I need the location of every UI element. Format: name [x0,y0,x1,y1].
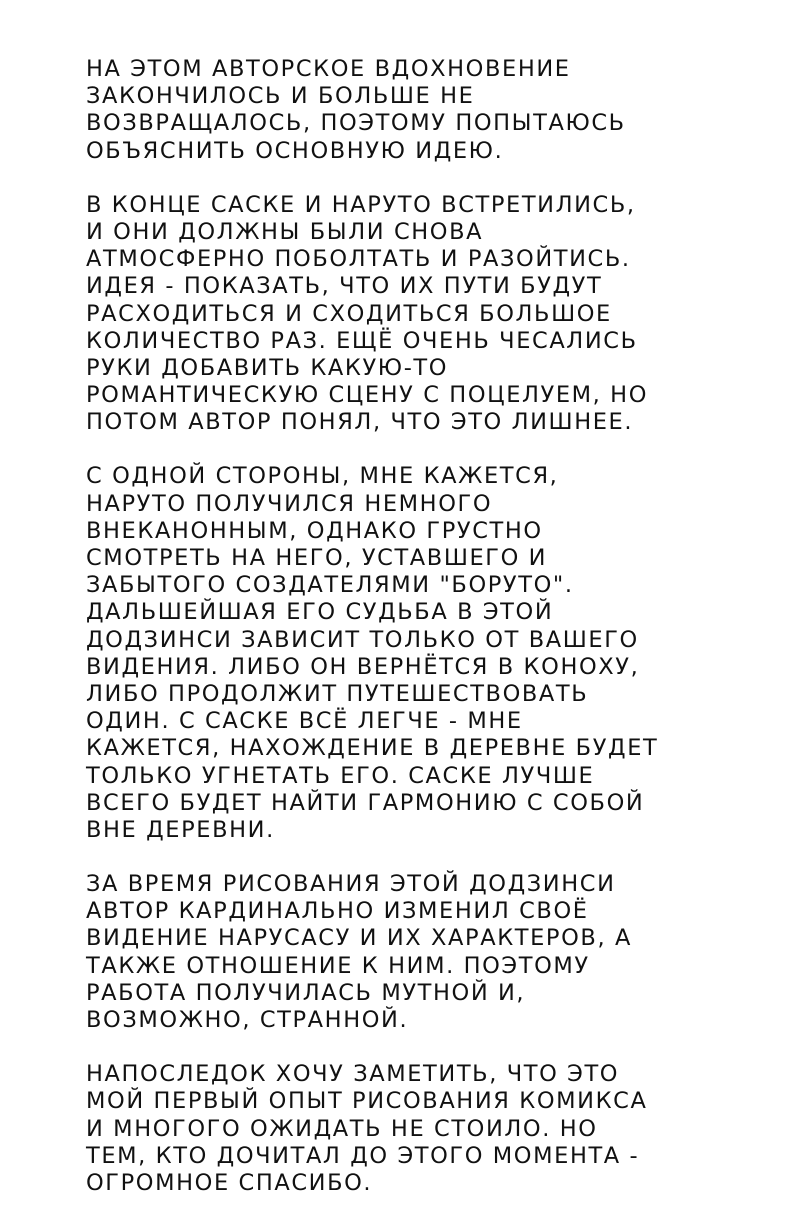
text-line: ДОДЗИНСИ ЗАВИСИТ ТОЛЬКО ОТ ВАШЕГО [86,626,639,653]
text-line: РОМАНТИЧЕСКУЮ СЦЕНУ С ПОЦЕЛУЕМ, НО [86,382,649,409]
text-line: ВОЗМОЖНО, СТРАННОЙ. [86,1007,409,1033]
text-line: АВТОР КАРДИНАЛЬНО ИЗМЕНИЛ СВОЁ [86,898,589,925]
text-line: ПОТОМ АВТОР ПОНЯЛ, ЧТО ЭТО ЛИШНЕЕ. [86,409,634,436]
text-line: ОГРОМНОЕ СПАСИБО. [86,1169,373,1196]
text-line: ВСЕГО БУДЕТ НАЙТИ ГАРМОНИЮ С СОБОЙ [86,789,645,816]
text-line: НА ЭТОМ АВТОРСКОЕ ВДОХНОВЕНИЕ [86,56,571,82]
text-line: ВНЕ ДЕРЕВНИ. [86,816,275,843]
text-line: И МНОГОГО ОЖИДАТЬ НЕ СТОИЛО. НО [86,1115,598,1142]
text-line: ЗА ВРЕМЯ РИСОВАНИЯ ЭТОЙ ДОДЗИНСИ [86,871,616,898]
text-line: НАПОСЛЕДОК ХОЧУ ЗАМЕТИТЬ, ЧТО ЭТО [86,1061,620,1088]
text-line: ВОЗВРАЩАЛОСЬ, ПОЭТОМУ ПОПЫТАЮСЬ [86,110,626,137]
text-line: ВИДЕНИЕ НАРУСАСУ И ИХ ХАРАКТЕРОВ, А [86,925,632,952]
text-line: РУКИ ДОБАВИТЬ КАКУЮ-ТО [86,354,449,381]
author-afterword-text [86,56,726,1224]
text-line: С ОДНОЙ СТОРОНЫ, МНЕ КАЖЕТСЯ, [86,463,559,490]
paragraph-1 [86,56,726,165]
text-line: ОДИН. С САСКЕ ВСЁ ЛЕГЧЕ - МНЕ [86,708,523,735]
text-line: ТЕМ, КТО ДОЧИТАЛ ДО ЭТОГО МОМЕНТА - [86,1142,640,1169]
paragraph-4 [86,871,726,1034]
text-line: ДАЛЬШЕЙШАЯ ЕГО СУДЬБА В ЭТОЙ [86,599,554,626]
text-line: ЗАБЫТОГО СОЗДАТЕЛЯМИ "БОРУТО". [86,572,574,599]
text-line: И ОНИ ДОЛЖНЫ БЫЛИ СНОВА [86,218,484,245]
text-line: РАБОТА ПОЛУЧИЛАСЬ МУТНОЙ И, [86,979,526,1006]
text-line: ОБЪЯСНИТЬ ОСНОВНУЮ ИДЕЮ. [86,137,504,164]
text-line: МОЙ ПЕРВЫЙ ОПЫТ РИСОВАНИЯ КОМИКСА [86,1088,648,1115]
text-line: СМОТРЕТЬ НА НЕГО, УСТАВШЕГО И [86,545,548,571]
text-line: РАСХОДИТЬСЯ И СХОДИТЬСЯ БОЛЬШОЕ [86,300,612,327]
paragraph-5 [86,1061,726,1197]
text-line: ИДЕЯ - ПОКАЗАТЬ, ЧТО ИХ ПУТИ БУДУТ [86,273,603,300]
text-line: КАЖЕТСЯ, НАХОЖДЕНИЕ В ДЕРЕВНЕ БУДЕТ [86,735,659,762]
text-line: ЛИБО ПРОДОЛЖИТ ПУТЕШЕСТВОВАТЬ [86,680,589,707]
text-line: НАРУТО ПОЛУЧИЛСЯ НЕМНОГО [86,490,493,517]
text-line: ЗАКОНЧИЛОСЬ И БОЛЬШЕ НЕ [86,83,475,110]
text-line: ТОЛЬКО УГНЕТАТЬ ЕГО. САСКЕ ЛУЧШЕ [86,762,595,789]
text-line: ТАКЖЕ ОТНОШЕНИЕ К НИМ. ПОЭТОМУ [86,952,590,979]
text-line: АТМОСФЕРНО ПОБОЛТАТЬ И РАЗОЙТИСЬ. [86,246,631,273]
text-line: В КОНЦЕ САСКЕ И НАРУТО ВСТРЕТИЛИСЬ, [86,191,636,218]
text-line: ВИДЕНИЯ. ЛИБО ОН ВЕРНЁТСЯ В КОНОХУ, [86,653,640,680]
text-line: ВНЕКАНОННЫМ, ОДНАКО ГРУСТНО [86,517,543,544]
paragraph-3 [86,463,726,844]
paragraph-2 [86,192,726,437]
text-line: КОЛИЧЕСТВО РАЗ. ЕЩЁ ОЧЕНЬ ЧЕСАЛИСЬ [86,327,638,354]
